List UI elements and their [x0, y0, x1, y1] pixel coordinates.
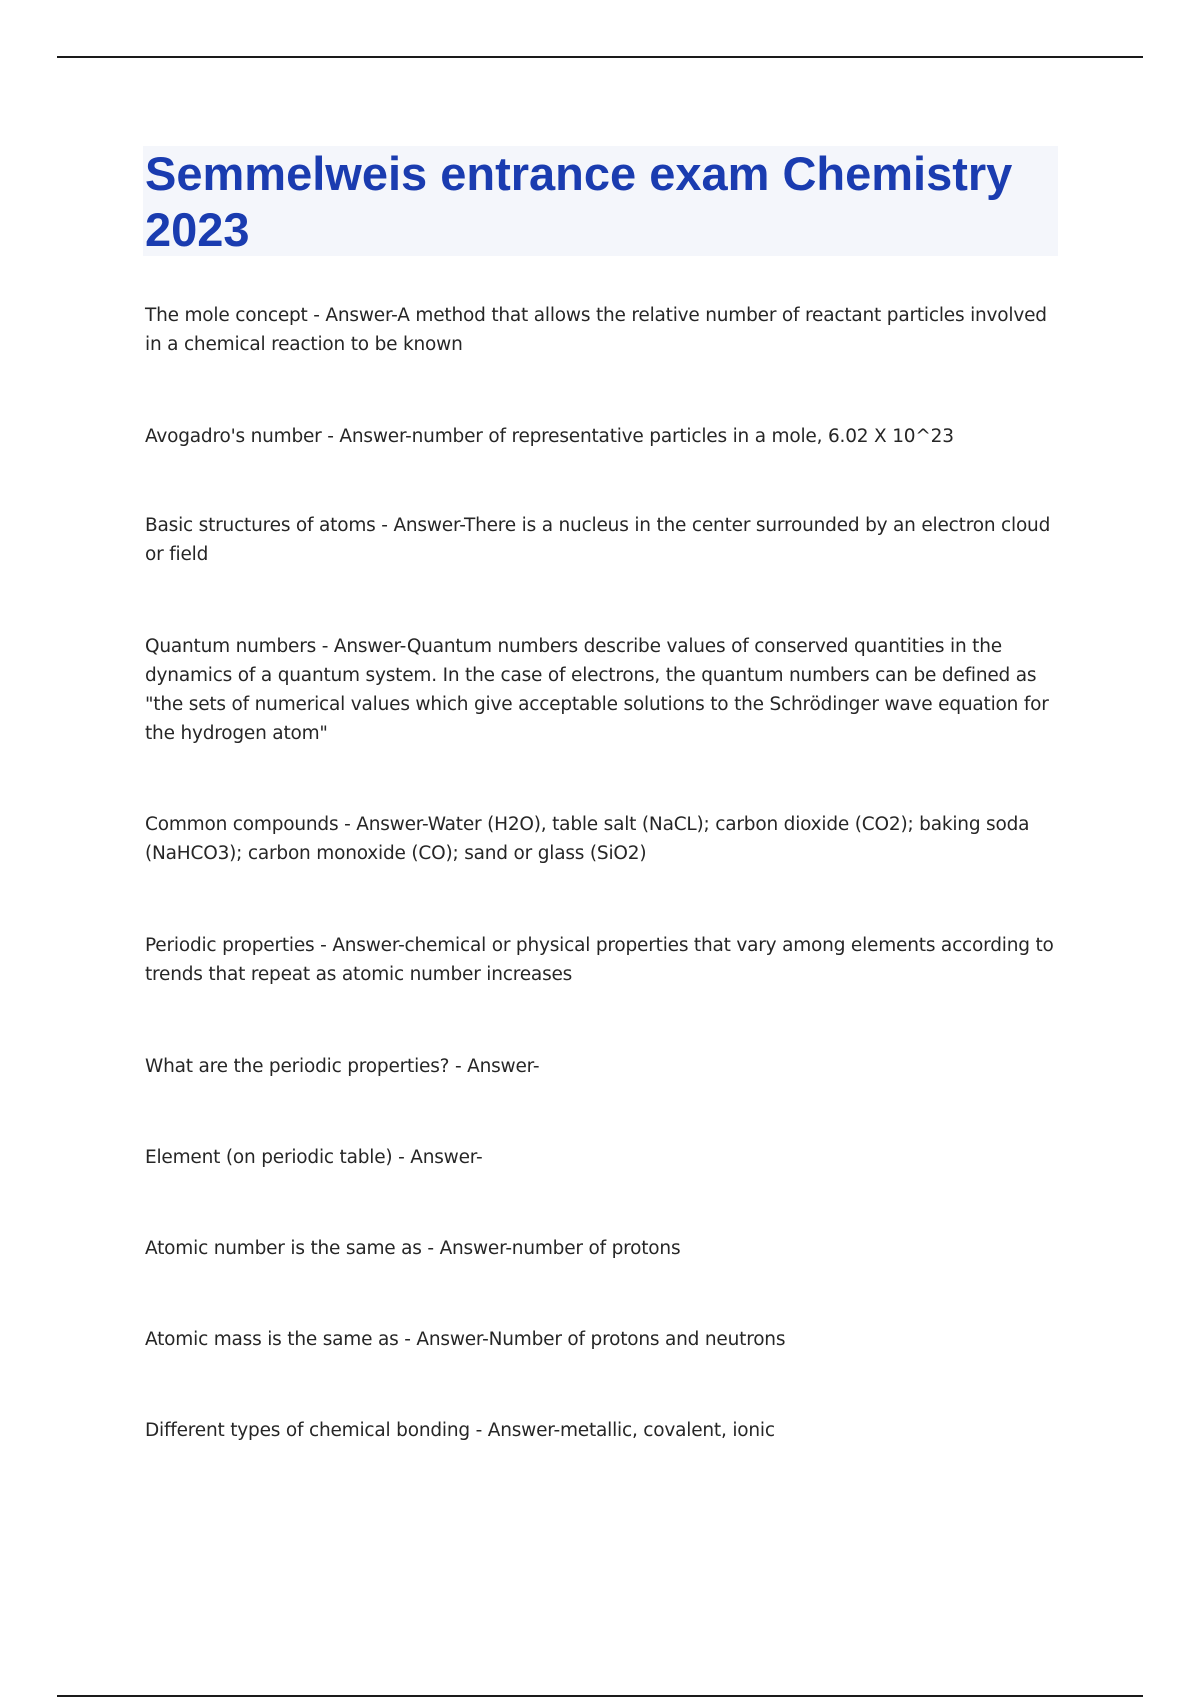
qa-entry-atom-structure: Basic structures of atoms - Answer-There is a nucleus in the center surrounded by an electron cloud or field — [145, 515, 1051, 565]
qa-entry-chemical-bonding: Different types of chemical bonding - Answer-metallic, covalent, ionic — [145, 1420, 775, 1441]
qa-entry-what-periodic-properties: What are the periodic properties? - Answer- — [145, 1056, 540, 1077]
qa-entry-common-compounds: Common compounds - Answer-Water (H2O), table salt (NaCL); carbon dioxide (CO2); baking soda (NaHCO3); carbon monoxide (CO); sand or glass (SiO2) — [145, 814, 1030, 864]
qa-entry-atomic-mass: Atomic mass is the same as - Answer-Number of protons and neutrons — [145, 1329, 786, 1350]
qa-entry-element: Element (on periodic table) - Answer- — [145, 1147, 483, 1168]
qa-entry-mole-concept: The mole concept - Answer-A method that allows the relative number of reactant particles involved in a chemical reaction to be known — [145, 305, 1047, 355]
page-title: Semmelweis entrance exam Chemistry 2023 — [145, 147, 1013, 256]
qa-entry-periodic-properties: Periodic properties - Answer-chemical or physical properties that vary among elements according to trends that repeat as atomic number increases — [145, 935, 1054, 985]
qa-entry-quantum-numbers: Quantum numbers - Answer-Quantum numbers describe values of conserved quantities in the dynamics of a quantum system. In the case of electrons, the quantum numbers can be defined as "the sets of numerical values which give acceptable solutions to the Schrödinger wave equation for the hydrogen atom" — [145, 636, 1049, 744]
title-box — [143, 146, 1058, 256]
bottom-rule — [57, 1695, 1143, 1697]
top-rule — [57, 56, 1143, 58]
qa-entry-atomic-number: Atomic number is the same as - Answer-number of protons — [145, 1238, 681, 1259]
qa-entry-avogadro: Avogadro's number - Answer-number of representative particles in a mole, 6.02 X 10^23 — [145, 426, 954, 447]
